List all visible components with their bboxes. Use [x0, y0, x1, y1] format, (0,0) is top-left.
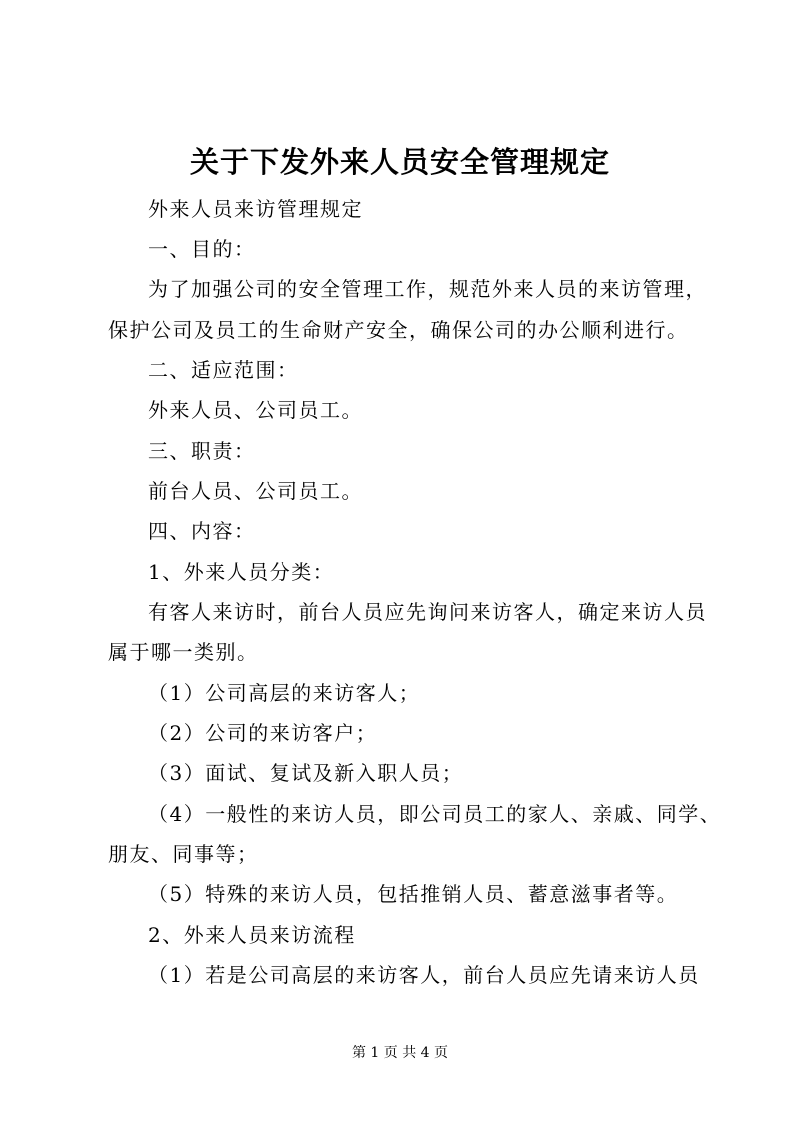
paragraph-line: 外来人员、公司员工。	[148, 398, 363, 422]
list-item: （1）若是公司高层的来访客人，前台人员应先请来访人员	[148, 963, 700, 987]
subsection-heading-process: 2、外来人员来访流程	[148, 923, 356, 947]
paragraph-line: 属于哪一类别。	[108, 640, 259, 664]
paragraph-line: 为了加强公司的安全管理工作，规范外来人员的来访管理，	[148, 277, 707, 301]
list-item-continuation: 朋友、同事等；	[108, 842, 259, 866]
list-item: （4）一般性的来访人员，即公司员工的家人、亲戚、同学、	[148, 802, 722, 826]
section-heading-duties: 三、职责：	[148, 439, 256, 463]
list-item: （1）公司高层的来访客人；	[148, 681, 421, 705]
page-footer: 第 1 页 共 4 页	[351, 1045, 449, 1061]
paragraph-line: 保护公司及员工的生命财产安全，确保公司的办公顺利进行。	[108, 318, 689, 342]
section-heading-content: 四、内容：	[148, 519, 256, 543]
section-heading-scope: 二、适应范围：	[148, 358, 299, 382]
list-item: （5）特殊的来访人员，包括推销人员、蓄意滋事者等。	[148, 882, 679, 906]
list-item: （3）面试、复试及新入职人员；	[148, 761, 464, 785]
paragraph-subtitle: 外来人员来访管理规定	[148, 197, 363, 221]
list-item: （2）公司的来访客户；	[148, 721, 378, 745]
document-title: 关于下发外来人员安全管理规定	[189, 145, 610, 179]
paragraph-line: 前台人员、公司员工。	[148, 479, 363, 503]
subsection-heading-classification: 1、外来人员分类：	[148, 560, 335, 584]
paragraph-line: 有客人来访时，前台人员应先询问来访客人，确定来访人员	[148, 600, 707, 624]
section-heading-purpose: 一、目的：	[148, 237, 256, 261]
